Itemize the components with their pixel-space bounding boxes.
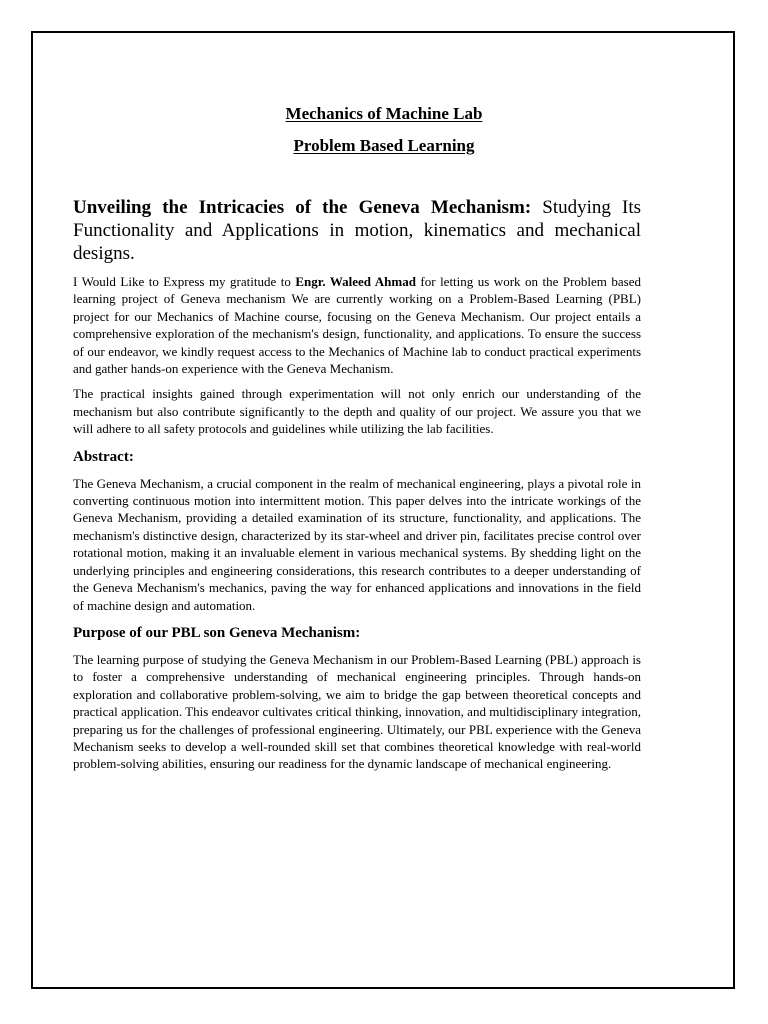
intro-before-name: I Would Like to Express my gratitude to: [73, 274, 296, 289]
course-title: Mechanics of Machine Lab: [285, 104, 483, 123]
purpose-heading: Purpose of our PBL son Geneva Mechanism:: [73, 624, 361, 641]
abstract-paragraph: The Geneva Mechanism, a crucial component in the realm of mechanical engineering, plays a pivotal role in converting continuous motion into intermittent motion. This paper delves into the intricate workings of the Geneva Mechanism, providing a detailed examination of its structure, functionality, and applications. The mechanism's distinctive design, characterized by its star-wheel and driver pin, facilitates precise control over rotational motion, making it an invaluable element in various mechanical systems. By shedding light on the underlying principles and engineering considerations, this research contributes to a deeper understanding of the Geneva Mechanism's mechanics, paving the way for enhanced applications and innovations in the field of machine design and automation.: [73, 475, 641, 613]
document-body: [73, 196, 641, 781]
intro-paragraph: [73, 273, 641, 377]
paper-title-regular: Studying Its Functionality and Applications in motion, kinematics and mechanical designs.: [73, 197, 641, 264]
paper-title-bold: Unveiling the Intricacies of the Geneva Mechanism:: [73, 197, 532, 218]
supervisor-name: Engr. Waleed Ahmad: [295, 274, 416, 289]
purpose-paragraph: The learning purpose of studying the Geneva Mechanism in our Problem-Based Learning (PBL) approach is to foster a comprehensive understanding of mechanical engineering principles. Through hands-on exploration and collaborative problem-solving, we aim to bridge the gap between theoretical concepts and practical application. This endeavor cultivates critical thinking, innovation, and multidisciplinary integration, preparing us for the challenges of professional engineering. Ultimately, our PBL experience with the Geneva Mechanism seeks to develop a well-rounded skill set that combines theoretical knowledge with real-world problem-solving abilities, ensuring our readiness for the dynamic landscape of mechanical engineering.: [73, 651, 641, 772]
paper-title: [73, 196, 641, 265]
insights-paragraph: The practical insights gained through experimentation will not only enrich our understanding of the mechanism but also contribute significantly to the depth and quality of our project. We assure you that we will adhere to all safety protocols and guidelines while utilizing the lab facilities.: [73, 386, 641, 437]
document-header: [0, 104, 768, 124]
intro-after-name: for letting us work on the Problem based learning project of Geneva mechanism We are currently working on a Problem-Based Learning (PBL) project for our Mechanics of Machine course, focusing on the Geneva Mechanism. Our project entails a comprehensive exploration of the mechanism's design, functionality, and applications. To ensure the success of our endeavor, we kindly request access to the Mechanics of Machine lab to conduct practical experiments and gather hands-on experience with the Geneva Mechanism.: [73, 274, 641, 377]
project-type-title: Problem Based Learning: [293, 136, 475, 155]
abstract-heading: Abstract:: [73, 448, 134, 465]
document-subheader: [0, 136, 768, 156]
